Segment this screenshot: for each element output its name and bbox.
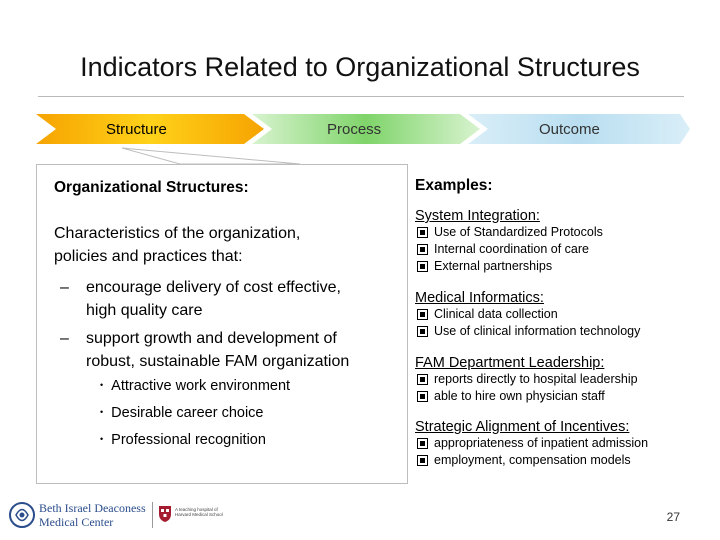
dash-item-1 xyxy=(60,276,341,322)
slide-title: Indicators Related to Organizational Structures xyxy=(80,52,640,82)
structure-label: Structure xyxy=(106,121,167,138)
category-title: FAM Department Leadership: xyxy=(415,355,605,371)
dash-item-2-line1: support growth and development of xyxy=(86,330,337,347)
bidmc-logo xyxy=(8,496,223,534)
category-system-integration xyxy=(415,208,603,273)
harvard-affiliation: A teaching hospital of Harvard Medical School xyxy=(175,507,223,517)
dash-item-1-line1: encourage delivery of cost effective, xyxy=(86,279,341,296)
checkbox-item: able to hire own physician staff xyxy=(415,389,638,403)
checkbox-item: appropriateness of inpatient admission xyxy=(415,436,648,450)
left-heading: Organizational Structures: xyxy=(54,179,249,196)
checkbox-item: Clinical data collection xyxy=(415,307,640,321)
checkbox-bullet-icon xyxy=(417,227,428,238)
callout-pointer xyxy=(122,148,300,164)
dash-item-2 xyxy=(60,327,349,373)
category-title: System Integration: xyxy=(415,208,540,224)
category-title: Medical Informatics: xyxy=(415,290,544,306)
page-number: 27 xyxy=(666,510,680,524)
intro-line-2: policies and practices that: xyxy=(54,248,243,265)
checkbox-item: Use of Standardized Protocols xyxy=(415,225,603,239)
category-title: Strategic Alignment of Incentives: xyxy=(415,419,630,435)
bullet-item: • Professional recognition xyxy=(100,432,266,448)
checkbox-bullet-icon xyxy=(417,438,428,449)
checkbox-item: employment, compensation models xyxy=(415,453,648,467)
intro-line-1: Characteristics of the organization, xyxy=(54,225,301,242)
logo-divider xyxy=(152,502,153,528)
dash-mark: – xyxy=(60,279,69,296)
checkbox-bullet-icon xyxy=(417,309,428,320)
dash-mark: – xyxy=(60,330,69,347)
bidmc-name: Beth Israel Deaconess Medical Center xyxy=(39,501,146,529)
right-heading: Examples: xyxy=(415,177,493,194)
outcome-label: Outcome xyxy=(539,121,600,138)
checkbox-bullet-icon xyxy=(417,374,428,385)
checkbox-item: External partnerships xyxy=(415,259,603,273)
category-strategic-alignment xyxy=(415,419,648,467)
dash-item-1-line2: high quality care xyxy=(86,302,203,319)
bullet-item: • Attractive work environment xyxy=(100,378,291,394)
checkbox-bullet-icon xyxy=(417,261,428,272)
checkbox-item: Use of clinical information technology xyxy=(415,324,640,338)
intro-text xyxy=(54,222,300,268)
checkbox-item: Internal coordination of care xyxy=(415,242,603,256)
process-label: Process xyxy=(327,121,382,138)
checkbox-item: reports directly to hospital leadership xyxy=(415,372,638,386)
bullet-list xyxy=(100,378,290,459)
dash-item-2-line2: robust, sustainable FAM organization xyxy=(86,353,350,370)
checkbox-bullet-icon xyxy=(417,326,428,337)
checkbox-bullet-icon xyxy=(417,455,428,466)
harvard-shield-icon xyxy=(158,505,172,523)
bidmc-emblem-icon xyxy=(8,498,36,532)
category-fam-leadership xyxy=(415,355,638,403)
category-medical-informatics xyxy=(415,290,640,338)
checkbox-bullet-icon xyxy=(417,391,428,402)
bullet-item: • Desirable career choice xyxy=(100,405,264,421)
checkbox-bullet-icon xyxy=(417,244,428,255)
